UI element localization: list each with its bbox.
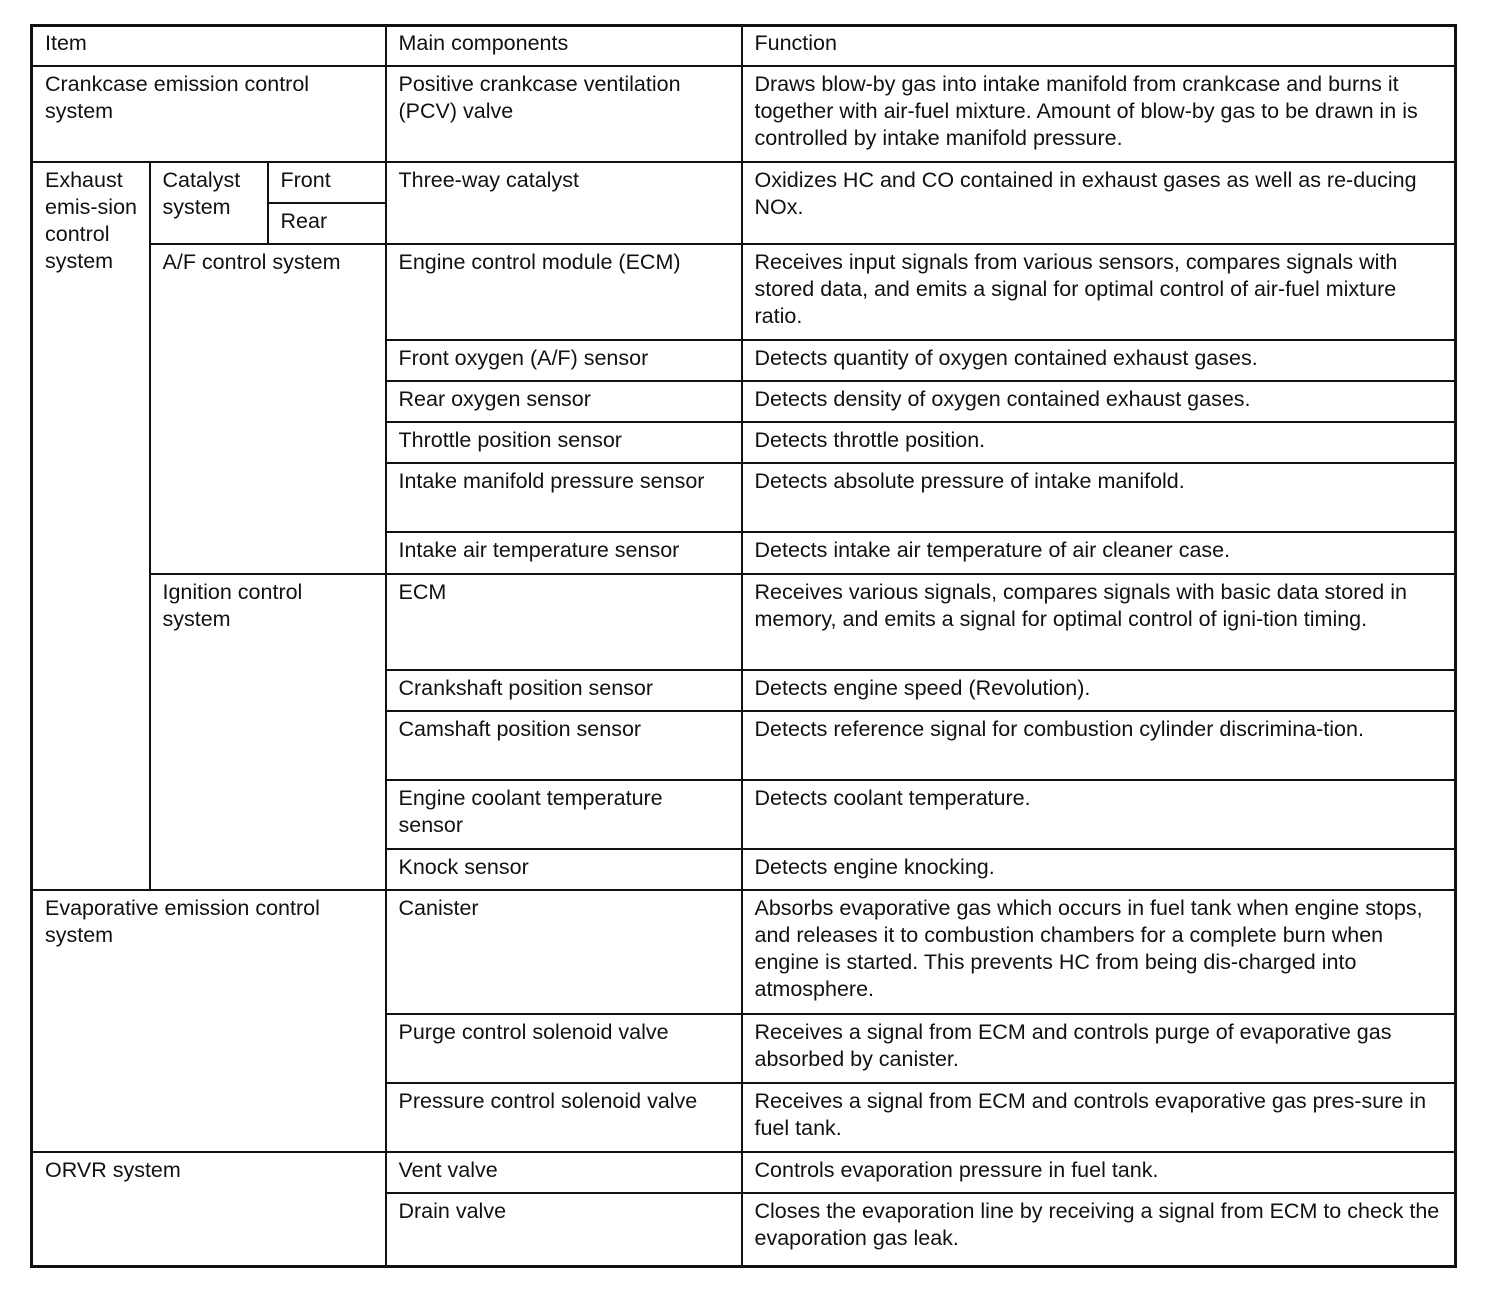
component-cell: Canister [386, 890, 742, 1014]
item-cell: Evaporative emission control system [32, 890, 386, 1152]
header-function: Function [742, 26, 1456, 66]
function-cell: Receives a signal from ECM and controls purge of evaporative gas absorbed by canister. [742, 1014, 1456, 1083]
table-row [32, 890, 1456, 1014]
function-cell: Detects reference signal for combustion cylinder discrimina-tion. [742, 711, 1456, 780]
function-cell: Detects engine knocking. [742, 849, 1456, 890]
function-cell: Draws blow-by gas into intake manifold from crankcase and burns it together with air-fuel mixture. Amount of blow-by gas to be drawn in is controlled by intake manifold pressure. [742, 66, 1456, 162]
function-cell: Receives various signals, compares signals with basic data stored in memory, and emits a signal for optimal control of igni-tion timing. [742, 574, 1456, 670]
header-row [32, 26, 1456, 66]
component-cell: Front oxygen (A/F) sensor [386, 340, 742, 381]
component-cell: Throttle position sensor [386, 422, 742, 463]
table-row [32, 574, 1456, 670]
function-cell: Receives a signal from ECM and controls evaporative gas pres-sure in fuel tank. [742, 1083, 1456, 1152]
component-cell: Knock sensor [386, 849, 742, 890]
item-cell: Crankcase emission control system [32, 66, 386, 162]
component-cell: Crankshaft position sensor [386, 670, 742, 711]
emission-control-table [30, 24, 1457, 1268]
function-cell: Detects intake air temperature of air cleaner case. [742, 532, 1456, 574]
subsystem-cell: Catalyst system [150, 162, 268, 244]
table-row [32, 66, 1456, 162]
item-cell: ORVR system [32, 1152, 386, 1267]
subsystem-cell: Ignition control system [150, 574, 386, 890]
catalyst-front-cell: Front [268, 162, 386, 203]
subsystem-cell: A/F control system [150, 244, 386, 574]
component-cell: Intake manifold pressure sensor [386, 463, 742, 532]
function-cell: Receives input signals from various sensors, compares signals with stored data, and emits a signal for optimal control of air-fuel mixture ratio. [742, 244, 1456, 340]
component-cell: Vent valve [386, 1152, 742, 1193]
function-cell: Controls evaporation pressure in fuel tank. [742, 1152, 1456, 1193]
function-cell: Detects quantity of oxygen contained exhaust gases. [742, 340, 1456, 381]
component-cell: Purge control solenoid valve [386, 1014, 742, 1083]
function-cell: Oxidizes HC and CO contained in exhaust gases as well as re-ducing NOx. [742, 162, 1456, 244]
item-cell: Exhaust emis-sion control system [32, 162, 150, 890]
component-cell: Drain valve [386, 1193, 742, 1267]
function-cell: Detects density of oxygen contained exhaust gases. [742, 381, 1456, 422]
component-cell: Intake air temperature sensor [386, 532, 742, 574]
header-main-components: Main components [386, 26, 742, 66]
component-cell: Engine coolant temperature sensor [386, 780, 742, 849]
function-cell: Absorbs evaporative gas which occurs in fuel tank when engine stops, and releases it to combustion chambers for a complete burn when engine is started. This prevents HC from being dis-charged into atmosphere. [742, 890, 1456, 1014]
component-cell: ECM [386, 574, 742, 670]
function-cell: Detects coolant temperature. [742, 780, 1456, 849]
function-cell: Detects engine speed (Revolution). [742, 670, 1456, 711]
function-cell: Closes the evaporation line by receiving a signal from ECM to check the evaporation gas leak. [742, 1193, 1456, 1267]
component-cell: Three-way catalyst [386, 162, 742, 244]
table-row [32, 244, 1456, 340]
table-row [32, 1152, 1456, 1193]
function-cell: Detects absolute pressure of intake manifold. [742, 463, 1456, 532]
component-cell: Engine control module (ECM) [386, 244, 742, 340]
table-row [32, 162, 1456, 203]
component-cell: Rear oxygen sensor [386, 381, 742, 422]
header-item: Item [32, 26, 386, 66]
component-cell: Camshaft position sensor [386, 711, 742, 780]
component-cell: Positive crankcase ventilation (PCV) valve [386, 66, 742, 162]
component-cell: Pressure control solenoid valve [386, 1083, 742, 1152]
catalyst-rear-cell: Rear [268, 203, 386, 244]
function-cell: Detects throttle position. [742, 422, 1456, 463]
